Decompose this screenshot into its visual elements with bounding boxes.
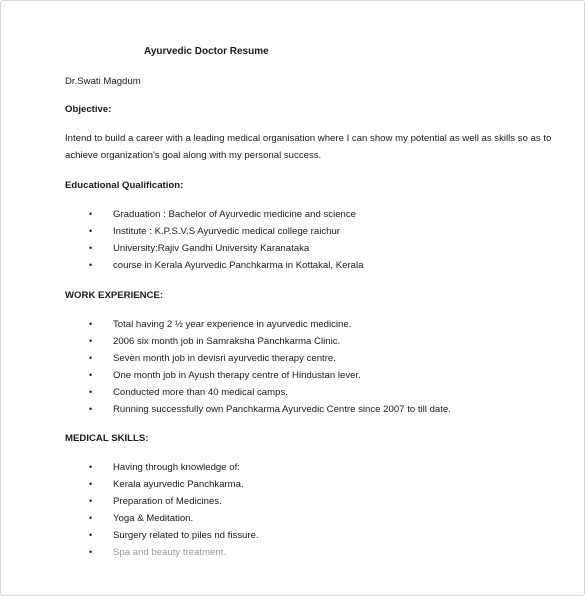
list-item-text: Preparation of Medicines.	[113, 496, 222, 507]
medical-skills-heading: MEDICAL SKILLS:	[65, 433, 149, 444]
objective-heading: Objective:	[65, 104, 112, 115]
list-item-text: Conducted more than 40 medical camps.	[113, 387, 288, 398]
list-item-text: 2006 six month job in Samraksha Panchkarma Clinic.	[113, 336, 341, 347]
bullet-icon: •	[89, 370, 93, 380]
candidate-name: Dr.Swati Magdum	[65, 76, 141, 87]
list-item	[65, 333, 545, 350]
bullet-icon: •	[89, 387, 93, 397]
list-item-text: Seven month job in devisri ayurvedic therapy centre.	[113, 353, 336, 364]
bullet-icon: •	[89, 496, 93, 506]
list-item	[65, 223, 545, 240]
list-item	[65, 401, 545, 418]
objective-line-2: achieve organization's goal along with my personal success.	[65, 150, 322, 161]
list-item	[65, 367, 545, 384]
list-item-text: Total having 2 ½ year experience in ayurvedic medicine.	[113, 319, 352, 330]
list-item	[65, 240, 545, 257]
list-item-text: University:Rajiv Gandhi University Karanataka	[113, 243, 310, 254]
work-experience-heading: WORK EXPERIENCE:	[65, 290, 164, 301]
list-item-text: Institute : K.P.S.V.S Ayurvedic medical college raichur	[113, 226, 340, 237]
list-item	[65, 544, 545, 561]
list-item-text: Yoga & Meditation.	[113, 513, 194, 524]
education-list	[65, 206, 545, 274]
list-item	[65, 257, 545, 274]
list-item	[65, 384, 545, 401]
bullet-icon: •	[89, 243, 93, 253]
medical-skills-list	[65, 459, 545, 561]
list-item-text: Having through knowledge of:	[113, 462, 240, 473]
bullet-icon: •	[89, 530, 93, 540]
objective-text	[65, 130, 555, 164]
list-item-text: Graduation : Bachelor of Ayurvedic medicine and science	[113, 209, 357, 220]
list-item-text: One month job in Ayush therapy centre of Hindustan lever.	[113, 370, 361, 381]
bullet-icon: •	[89, 462, 93, 472]
bullet-icon: •	[89, 479, 93, 489]
education-heading: Educational Qualification:	[65, 180, 184, 191]
list-item	[65, 493, 545, 510]
list-item	[65, 510, 545, 527]
list-item-text: Spa and beauty treatment.	[113, 547, 227, 558]
bullet-icon: •	[89, 209, 93, 219]
bullet-icon: •	[89, 336, 93, 346]
list-item	[65, 206, 545, 223]
list-item-text: Running successfully own Panchkarma Ayurvedic Centre since 2007 to till date.	[113, 404, 451, 415]
document-title: Ayurvedic Doctor Resume	[144, 46, 269, 57]
bullet-icon: •	[89, 353, 93, 363]
objective-line-1: Intend to build a career with a leading medical organisation where I can show my potential as well as skills so as to	[65, 133, 552, 144]
bullet-icon: •	[89, 547, 93, 557]
list-item	[65, 316, 545, 333]
list-item-text: Surgery related to piles nd fissure.	[113, 530, 259, 541]
bullet-icon: •	[89, 513, 93, 523]
bullet-icon: •	[89, 260, 93, 270]
work-experience-list	[65, 316, 545, 418]
list-item	[65, 527, 545, 544]
list-item	[65, 350, 545, 367]
list-item	[65, 459, 545, 476]
bullet-icon: •	[89, 404, 93, 414]
bullet-icon: •	[89, 319, 93, 329]
bullet-icon: •	[89, 226, 93, 236]
list-item-text: course in Kerala Ayurvedic Panchkarma in Kottakal, Kerala	[113, 260, 364, 271]
list-item	[65, 476, 545, 493]
list-item-text: Kerala ayurvedic Panchkarma.	[113, 479, 244, 490]
